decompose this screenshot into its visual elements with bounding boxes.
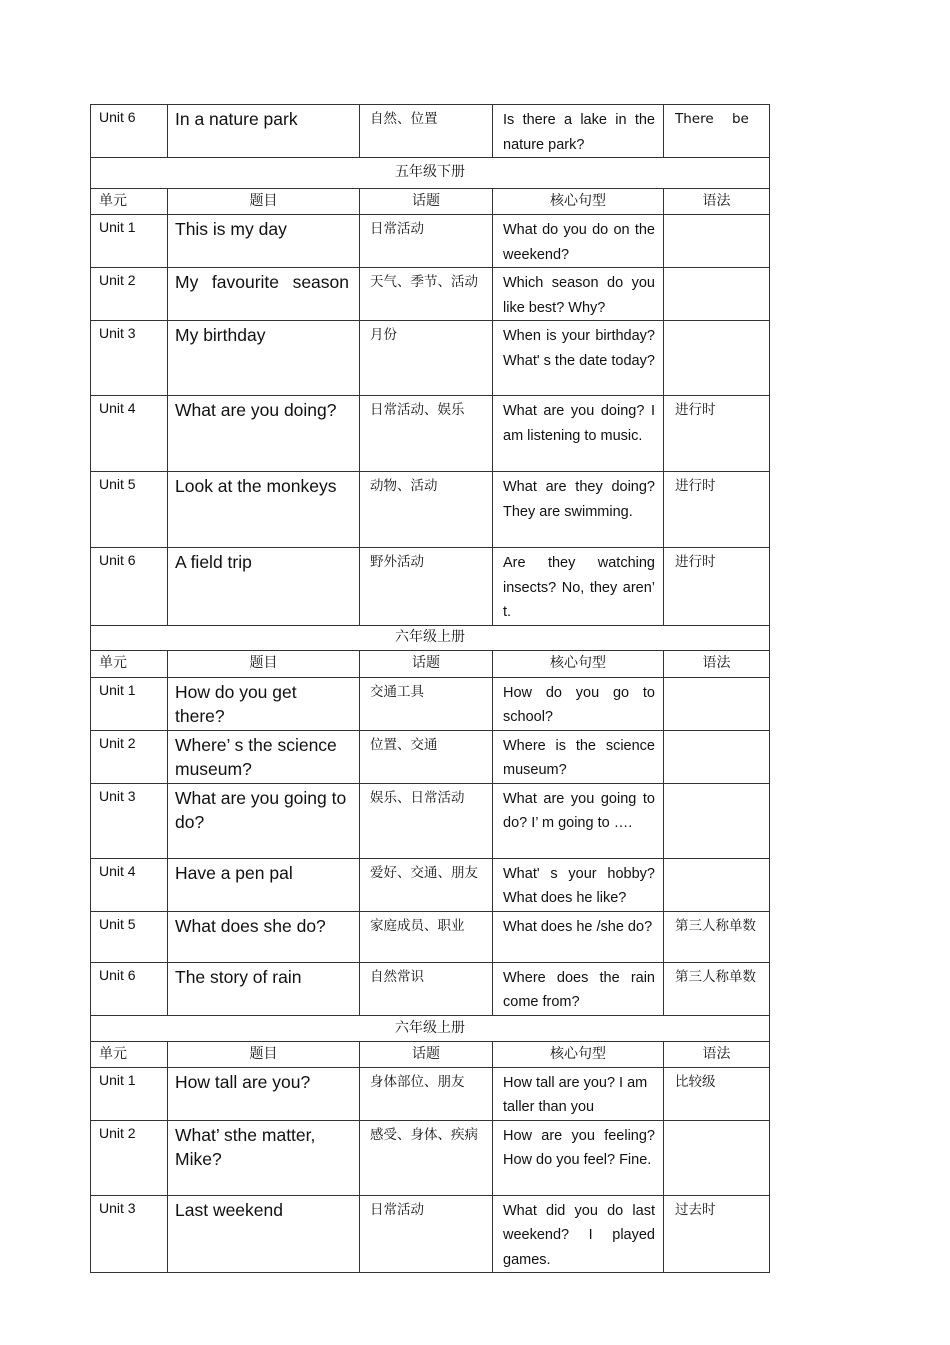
header-grammar: 语法 <box>664 189 770 215</box>
section-title: 六年级上册 <box>91 625 770 650</box>
topic-cell: 日常活动、娱乐 <box>360 396 493 472</box>
title-cell: A field trip <box>168 548 360 626</box>
header-unit: 单元 <box>91 1041 168 1067</box>
section-title: 六年级上册 <box>91 1015 770 1041</box>
topic-cell: 交通工具 <box>360 677 493 730</box>
topic-cell: 感受、身体、疾病 <box>360 1120 493 1195</box>
topic-cell: 日常活动 <box>360 1195 493 1273</box>
title-cell: Last weekend <box>168 1195 360 1273</box>
header-title: 题目 <box>168 650 360 677</box>
table-row <box>91 472 770 548</box>
topic-cell: 自然常识 <box>360 962 493 1015</box>
table-row <box>91 321 770 396</box>
curriculum-table <box>90 104 770 1273</box>
topic-cell: 自然、位置 <box>360 105 493 158</box>
pattern-cell: When is your birthday? What' s the date today? <box>493 321 664 396</box>
pattern-cell: What did you do last weekend? I played games. <box>493 1195 664 1273</box>
table-row <box>91 911 770 962</box>
table-row <box>91 858 770 911</box>
table-row <box>91 548 770 626</box>
grammar-cell <box>664 677 770 730</box>
pattern-cell: What are you doing? I am listening to music. <box>493 396 664 472</box>
table-row <box>91 396 770 472</box>
topic-cell: 爱好、交通、朋友 <box>360 858 493 911</box>
pattern-cell: Are they watching insects? No, they aren’ t. <box>493 548 664 626</box>
unit-cell: Unit 4 <box>91 858 168 911</box>
unit-cell: Unit 1 <box>91 677 168 730</box>
section-row <box>91 158 770 189</box>
unit-cell: Unit 3 <box>91 1195 168 1273</box>
topic-cell: 天气、季节、活动 <box>360 268 493 321</box>
pattern-cell: What do you do on the weekend? <box>493 215 664 268</box>
header-pattern: 核心句型 <box>493 189 664 215</box>
title-cell: How do you get there? <box>168 677 360 730</box>
table-row <box>91 1067 770 1120</box>
topic-cell: 位置、交通 <box>360 730 493 783</box>
header-pattern: 核心句型 <box>493 1041 664 1067</box>
header-grammar: 语法 <box>664 1041 770 1067</box>
grammar-cell: 第三人称单数 <box>664 962 770 1015</box>
table-row <box>91 730 770 783</box>
header-title: 题目 <box>168 189 360 215</box>
grammar-cell <box>664 268 770 321</box>
pattern-cell: How do you go to school? <box>493 677 664 730</box>
header-topic: 话题 <box>360 189 493 215</box>
pattern-cell: Where does the rain come from? <box>493 962 664 1015</box>
unit-cell: Unit 3 <box>91 783 168 858</box>
pattern-cell: Where is the science museum? <box>493 730 664 783</box>
section-row <box>91 1015 770 1041</box>
pattern-cell: What are you going to do? I’ m going to …. <box>493 783 664 858</box>
grammar-cell: 比较级 <box>664 1067 770 1120</box>
header-pattern: 核心句型 <box>493 650 664 677</box>
topic-cell: 家庭成员、职业 <box>360 911 493 962</box>
topic-cell: 月份 <box>360 321 493 396</box>
header-topic: 话题 <box>360 650 493 677</box>
grammar-cell: 进行时 <box>664 472 770 548</box>
unit-cell: Unit 6 <box>91 105 168 158</box>
unit-cell: Unit 2 <box>91 730 168 783</box>
grammar-cell: 过去时 <box>664 1195 770 1273</box>
unit-cell: Unit 1 <box>91 1067 168 1120</box>
title-cell: What’ sthe matter, Mike? <box>168 1120 360 1195</box>
section-title: 五年级下册 <box>91 158 770 189</box>
grammar-cell <box>664 215 770 268</box>
title-cell: Where’ s the science museum? <box>168 730 360 783</box>
title-cell: What does she do? <box>168 911 360 962</box>
unit-cell: Unit 3 <box>91 321 168 396</box>
topic-cell: 动物、活动 <box>360 472 493 548</box>
table-row <box>91 783 770 858</box>
table-row <box>91 1120 770 1195</box>
grammar-cell: 第三人称单数 <box>664 911 770 962</box>
title-cell: This is my day <box>168 215 360 268</box>
pattern-cell: Which season do you like best? Why? <box>493 268 664 321</box>
title-cell: Look at the monkeys <box>168 472 360 548</box>
header-row <box>91 189 770 215</box>
grammar-cell: 进行时 <box>664 548 770 626</box>
topic-cell: 身体部位、朋友 <box>360 1067 493 1120</box>
grammar-cell <box>664 858 770 911</box>
title-cell: My favourite season <box>168 268 360 321</box>
header-row <box>91 1041 770 1067</box>
header-title: 题目 <box>168 1041 360 1067</box>
title-cell: In a nature park <box>168 105 360 158</box>
unit-cell: Unit 6 <box>91 548 168 626</box>
unit-cell: Unit 5 <box>91 911 168 962</box>
pattern-cell: Is there a lake in the nature park? <box>493 105 664 158</box>
pattern-cell: What' s your hobby? What does he like? <box>493 858 664 911</box>
unit-cell: Unit 1 <box>91 215 168 268</box>
unit-cell: Unit 4 <box>91 396 168 472</box>
title-cell: What are you going to do? <box>168 783 360 858</box>
topic-cell: 娱乐、日常活动 <box>360 783 493 858</box>
unit-cell: Unit 6 <box>91 962 168 1015</box>
title-cell: How tall are you? <box>168 1067 360 1120</box>
title-cell: What are you doing? <box>168 396 360 472</box>
table-row <box>91 962 770 1015</box>
title-cell: Have a pen pal <box>168 858 360 911</box>
table-row <box>91 215 770 268</box>
table-row <box>91 105 770 158</box>
section-row <box>91 625 770 650</box>
unit-cell: Unit 2 <box>91 1120 168 1195</box>
header-grammar: 语法 <box>664 650 770 677</box>
pattern-cell: How tall are you? I am taller than you <box>493 1067 664 1120</box>
pattern-cell: What does he /she do? <box>493 911 664 962</box>
grammar-cell <box>664 783 770 858</box>
table-row <box>91 268 770 321</box>
grammar-cell <box>664 1120 770 1195</box>
title-cell: The story of rain <box>168 962 360 1015</box>
topic-cell: 野外活动 <box>360 548 493 626</box>
pattern-cell: What are they doing? They are swimming. <box>493 472 664 548</box>
grammar-cell <box>664 321 770 396</box>
grammar-cell: 进行时 <box>664 396 770 472</box>
table-row <box>91 1195 770 1273</box>
header-unit: 单元 <box>91 189 168 215</box>
topic-cell: 日常活动 <box>360 215 493 268</box>
grammar-cell: There be <box>664 105 770 158</box>
table-row <box>91 677 770 730</box>
grammar-cell <box>664 730 770 783</box>
pattern-cell: How are you feeling? How do you feel? Fine. <box>493 1120 664 1195</box>
header-topic: 话题 <box>360 1041 493 1067</box>
header-row <box>91 650 770 677</box>
unit-cell: Unit 2 <box>91 268 168 321</box>
unit-cell: Unit 5 <box>91 472 168 548</box>
title-cell: My birthday <box>168 321 360 396</box>
header-unit: 单元 <box>91 650 168 677</box>
